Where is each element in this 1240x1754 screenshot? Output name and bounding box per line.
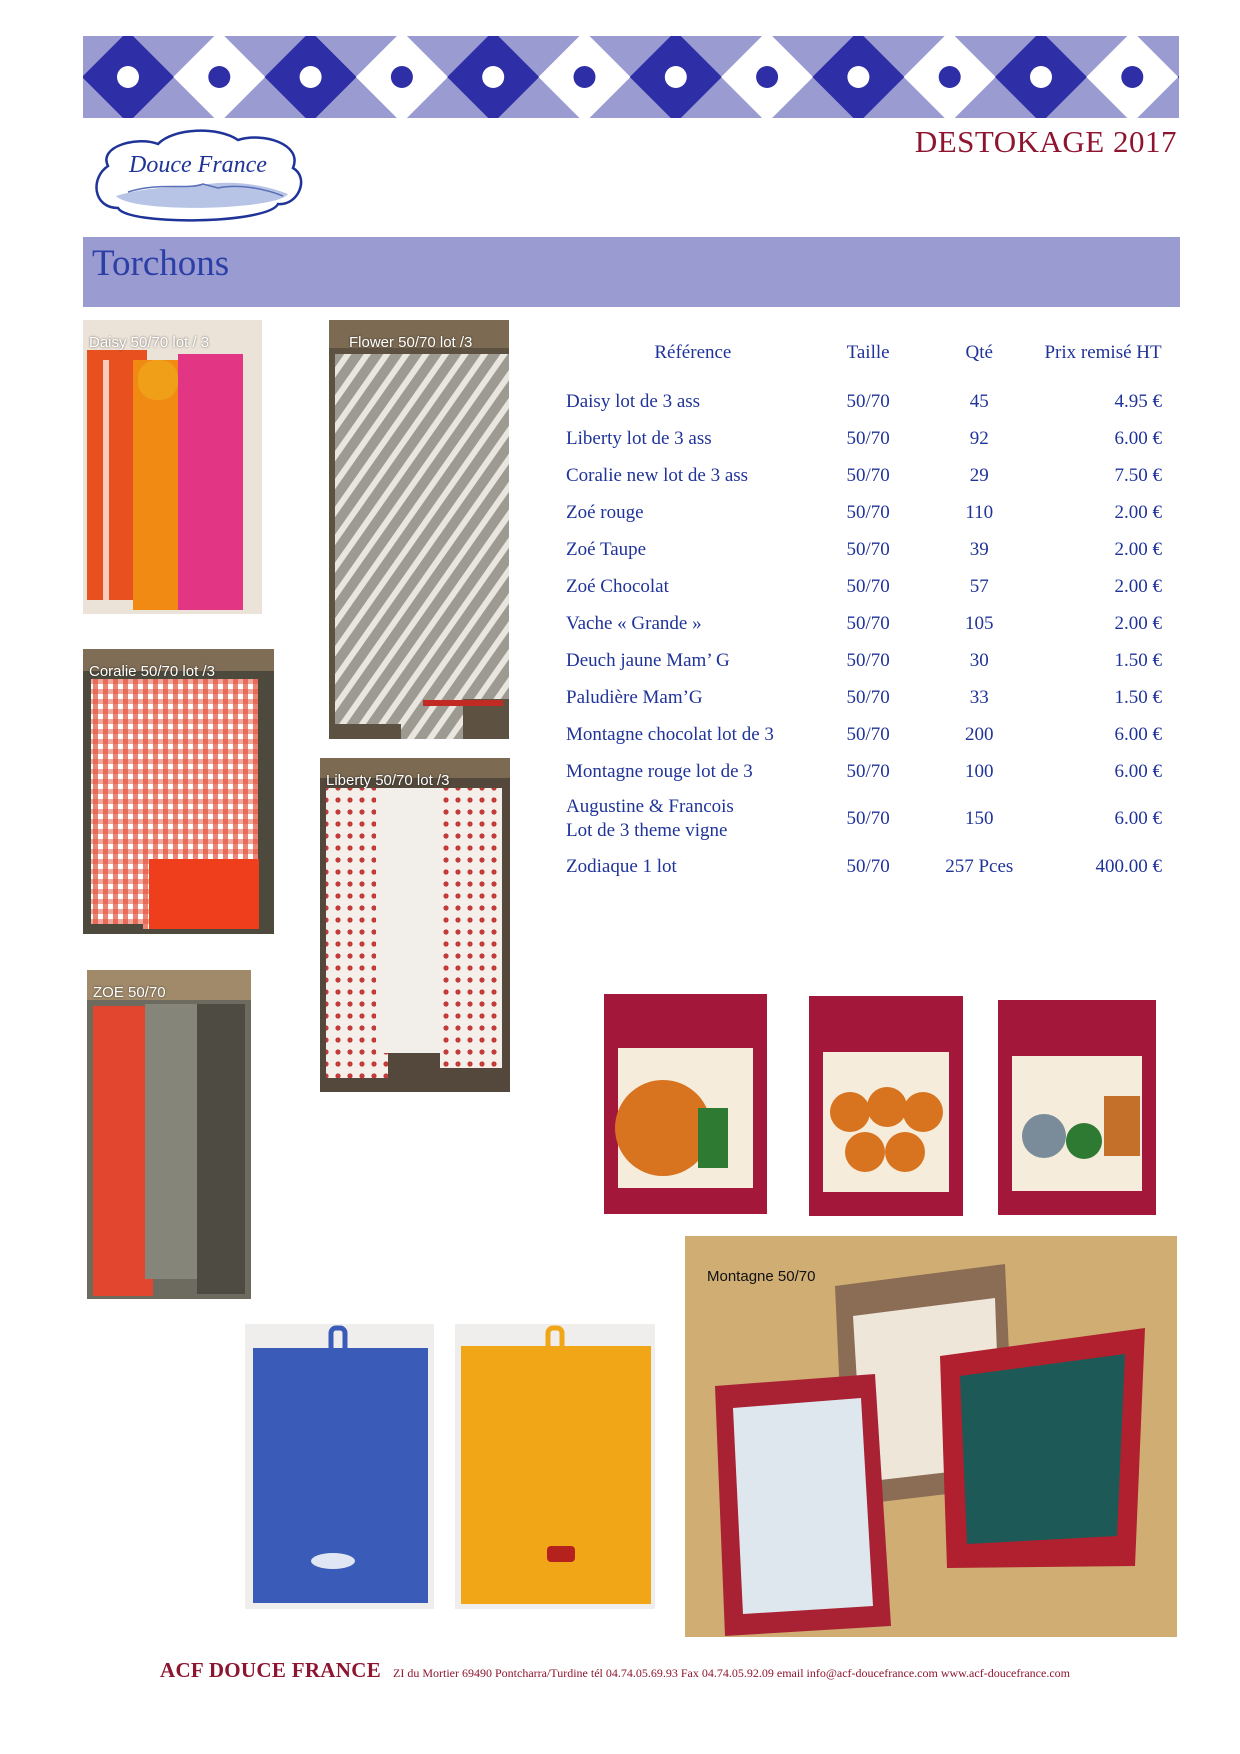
footer-address: ZI du Mortier 69490 Pontcharra/Turdine tél 04.74.05.69.93 Fax 04.74.05.92.09 email info@acf-doucefrance.com www.acf-doucefrance.com xyxy=(393,1666,1070,1680)
cell-taille: 50/70 xyxy=(846,538,890,560)
table-row xyxy=(560,605,1168,642)
section-title: Torchons xyxy=(92,243,230,284)
table-row xyxy=(560,848,1168,885)
footer xyxy=(160,1658,1070,1683)
cell-taille: 50/70 xyxy=(846,501,890,523)
photo-daisy xyxy=(83,320,262,614)
cell-qte: 110 xyxy=(965,501,994,523)
banner-dot xyxy=(391,66,413,88)
photo-label-coralie: Coralie 50/70 lot /3 xyxy=(89,663,215,680)
cell-reference-line2: Lot de 3 theme vigne xyxy=(566,820,728,841)
cell-prix: 2.00 € xyxy=(1114,538,1162,560)
photo-yellow-towel xyxy=(455,1324,655,1609)
cell-prix: 4.95 € xyxy=(1114,390,1162,412)
column-header-taille: Taille xyxy=(846,342,890,363)
cell-qte: 45 xyxy=(969,390,989,412)
cell-taille: 50/70 xyxy=(846,760,890,782)
cell-reference: Zoé Chocolat xyxy=(566,575,669,597)
cell-prix: 6.00 € xyxy=(1114,427,1162,449)
cell-reference: Deuch jaune Mam’ G xyxy=(566,649,730,671)
cell-qte: 92 xyxy=(969,427,989,449)
cell-taille: 50/70 xyxy=(846,612,890,634)
cell-prix: 7.50 € xyxy=(1114,464,1162,486)
logo-text: Douce France xyxy=(129,152,267,178)
cell-reference: Liberty lot de 3 ass xyxy=(566,427,712,449)
cell-reference: Daisy lot de 3 ass xyxy=(566,390,701,412)
douce-france-logo xyxy=(88,126,308,228)
column-header-prix: Prix remisé HT xyxy=(1044,342,1162,363)
cell-reference: Zodiaque 1 lot xyxy=(566,855,677,877)
photo-flower xyxy=(329,320,509,739)
document-title: DESTOKAGE 2017 xyxy=(914,124,1177,159)
banner-dot xyxy=(1030,66,1052,88)
cell-qte: 29 xyxy=(969,464,989,486)
photo-label-montagne: Montagne 50/70 xyxy=(707,1268,816,1285)
table-header-row xyxy=(560,323,1168,383)
cell-taille: 50/70 xyxy=(846,427,890,449)
cell-prix: 1.50 € xyxy=(1114,686,1162,708)
photo-label-liberty: Liberty 50/70 lot /3 xyxy=(326,772,450,789)
photo-blue-towel xyxy=(245,1324,434,1609)
table-row xyxy=(560,383,1168,420)
table-row xyxy=(560,494,1168,531)
cell-taille: 50/70 xyxy=(846,390,890,412)
photo-augustine-3 xyxy=(994,996,1160,1219)
cell-taille: 50/70 xyxy=(846,464,890,486)
table-row xyxy=(560,420,1168,457)
cell-reference: Zoé rouge xyxy=(566,501,644,523)
cell-prix: 6.00 € xyxy=(1114,760,1162,782)
cell-reference: Paludière Mam’G xyxy=(566,686,703,708)
banner-dot xyxy=(574,66,596,88)
cell-qte: 200 xyxy=(965,723,994,745)
cell-prix: 6.00 € xyxy=(1114,723,1162,745)
column-header-reference: Référence xyxy=(654,342,732,363)
cell-qte: 257 Pces xyxy=(945,855,1014,877)
cell-reference: Montagne chocolat lot de 3 xyxy=(566,723,774,745)
banner-dot xyxy=(117,66,139,88)
cell-reference xyxy=(560,790,821,848)
cell-prix: 2.00 € xyxy=(1114,575,1162,597)
cell-reference: Coralie new lot de 3 ass xyxy=(566,464,749,486)
banner-dot xyxy=(847,66,869,88)
cell-prix: 1.50 € xyxy=(1114,649,1162,671)
photo-label-daisy: Daisy 50/70 lot / 3 xyxy=(89,334,210,351)
cell-reference-line1: Augustine & Francois xyxy=(566,796,734,817)
banner-dot xyxy=(756,66,778,88)
cell-qte: 57 xyxy=(969,575,989,597)
table-row xyxy=(560,642,1168,679)
cell-qte: 33 xyxy=(969,686,989,708)
table-row xyxy=(560,753,1168,790)
cell-qte: 100 xyxy=(965,760,994,782)
table-row xyxy=(560,716,1168,753)
cell-qte: 105 xyxy=(965,612,994,634)
cell-reference: Zoé Taupe xyxy=(566,538,647,560)
cell-prix: 400.00 € xyxy=(1095,855,1162,877)
table-row xyxy=(560,790,1168,848)
cell-taille: 50/70 xyxy=(846,575,890,597)
table-row xyxy=(560,679,1168,716)
cell-taille: 50/70 xyxy=(846,808,890,829)
table-row xyxy=(560,531,1168,568)
photo-zoe xyxy=(87,970,251,1299)
cell-qte: 150 xyxy=(965,808,994,829)
photo-augustine-1 xyxy=(598,988,773,1221)
price-table xyxy=(560,323,1180,885)
cell-taille: 50/70 xyxy=(846,649,890,671)
cell-taille: 50/70 xyxy=(846,723,890,745)
banner-dot xyxy=(665,66,687,88)
section-bar xyxy=(83,237,1180,307)
photo-label-flower: Flower 50/70 lot /3 xyxy=(349,334,473,351)
banner-dot xyxy=(1121,66,1143,88)
decorative-banner xyxy=(83,36,1179,118)
banner-dot xyxy=(300,66,322,88)
photo-coralie xyxy=(83,649,274,934)
cell-prix: 2.00 € xyxy=(1114,612,1162,634)
banner-dot xyxy=(208,66,230,88)
cell-prix: 2.00 € xyxy=(1114,501,1162,523)
cell-reference: Vache « Grande » xyxy=(566,612,702,634)
cell-prix: 6.00 € xyxy=(1114,808,1162,829)
photo-montagne xyxy=(685,1236,1177,1637)
photo-liberty xyxy=(320,758,510,1092)
table-row xyxy=(560,457,1168,494)
photo-augustine-2 xyxy=(805,992,967,1220)
cell-reference: Montagne rouge lot de 3 xyxy=(566,760,753,782)
cell-taille: 50/70 xyxy=(846,855,890,877)
table-row xyxy=(560,568,1168,605)
cell-qte: 30 xyxy=(969,649,989,671)
diamond-pattern xyxy=(83,36,1179,118)
banner-diamond xyxy=(1178,36,1179,118)
banner-dot xyxy=(939,66,961,88)
photo-label-zoe: ZOE 50/70 xyxy=(93,984,166,1001)
column-header-qte: Qté xyxy=(965,342,993,363)
cell-qte: 39 xyxy=(969,538,989,560)
footer-company: ACF DOUCE FRANCE xyxy=(160,1658,382,1682)
banner-dot xyxy=(482,66,504,88)
cell-taille: 50/70 xyxy=(846,686,890,708)
